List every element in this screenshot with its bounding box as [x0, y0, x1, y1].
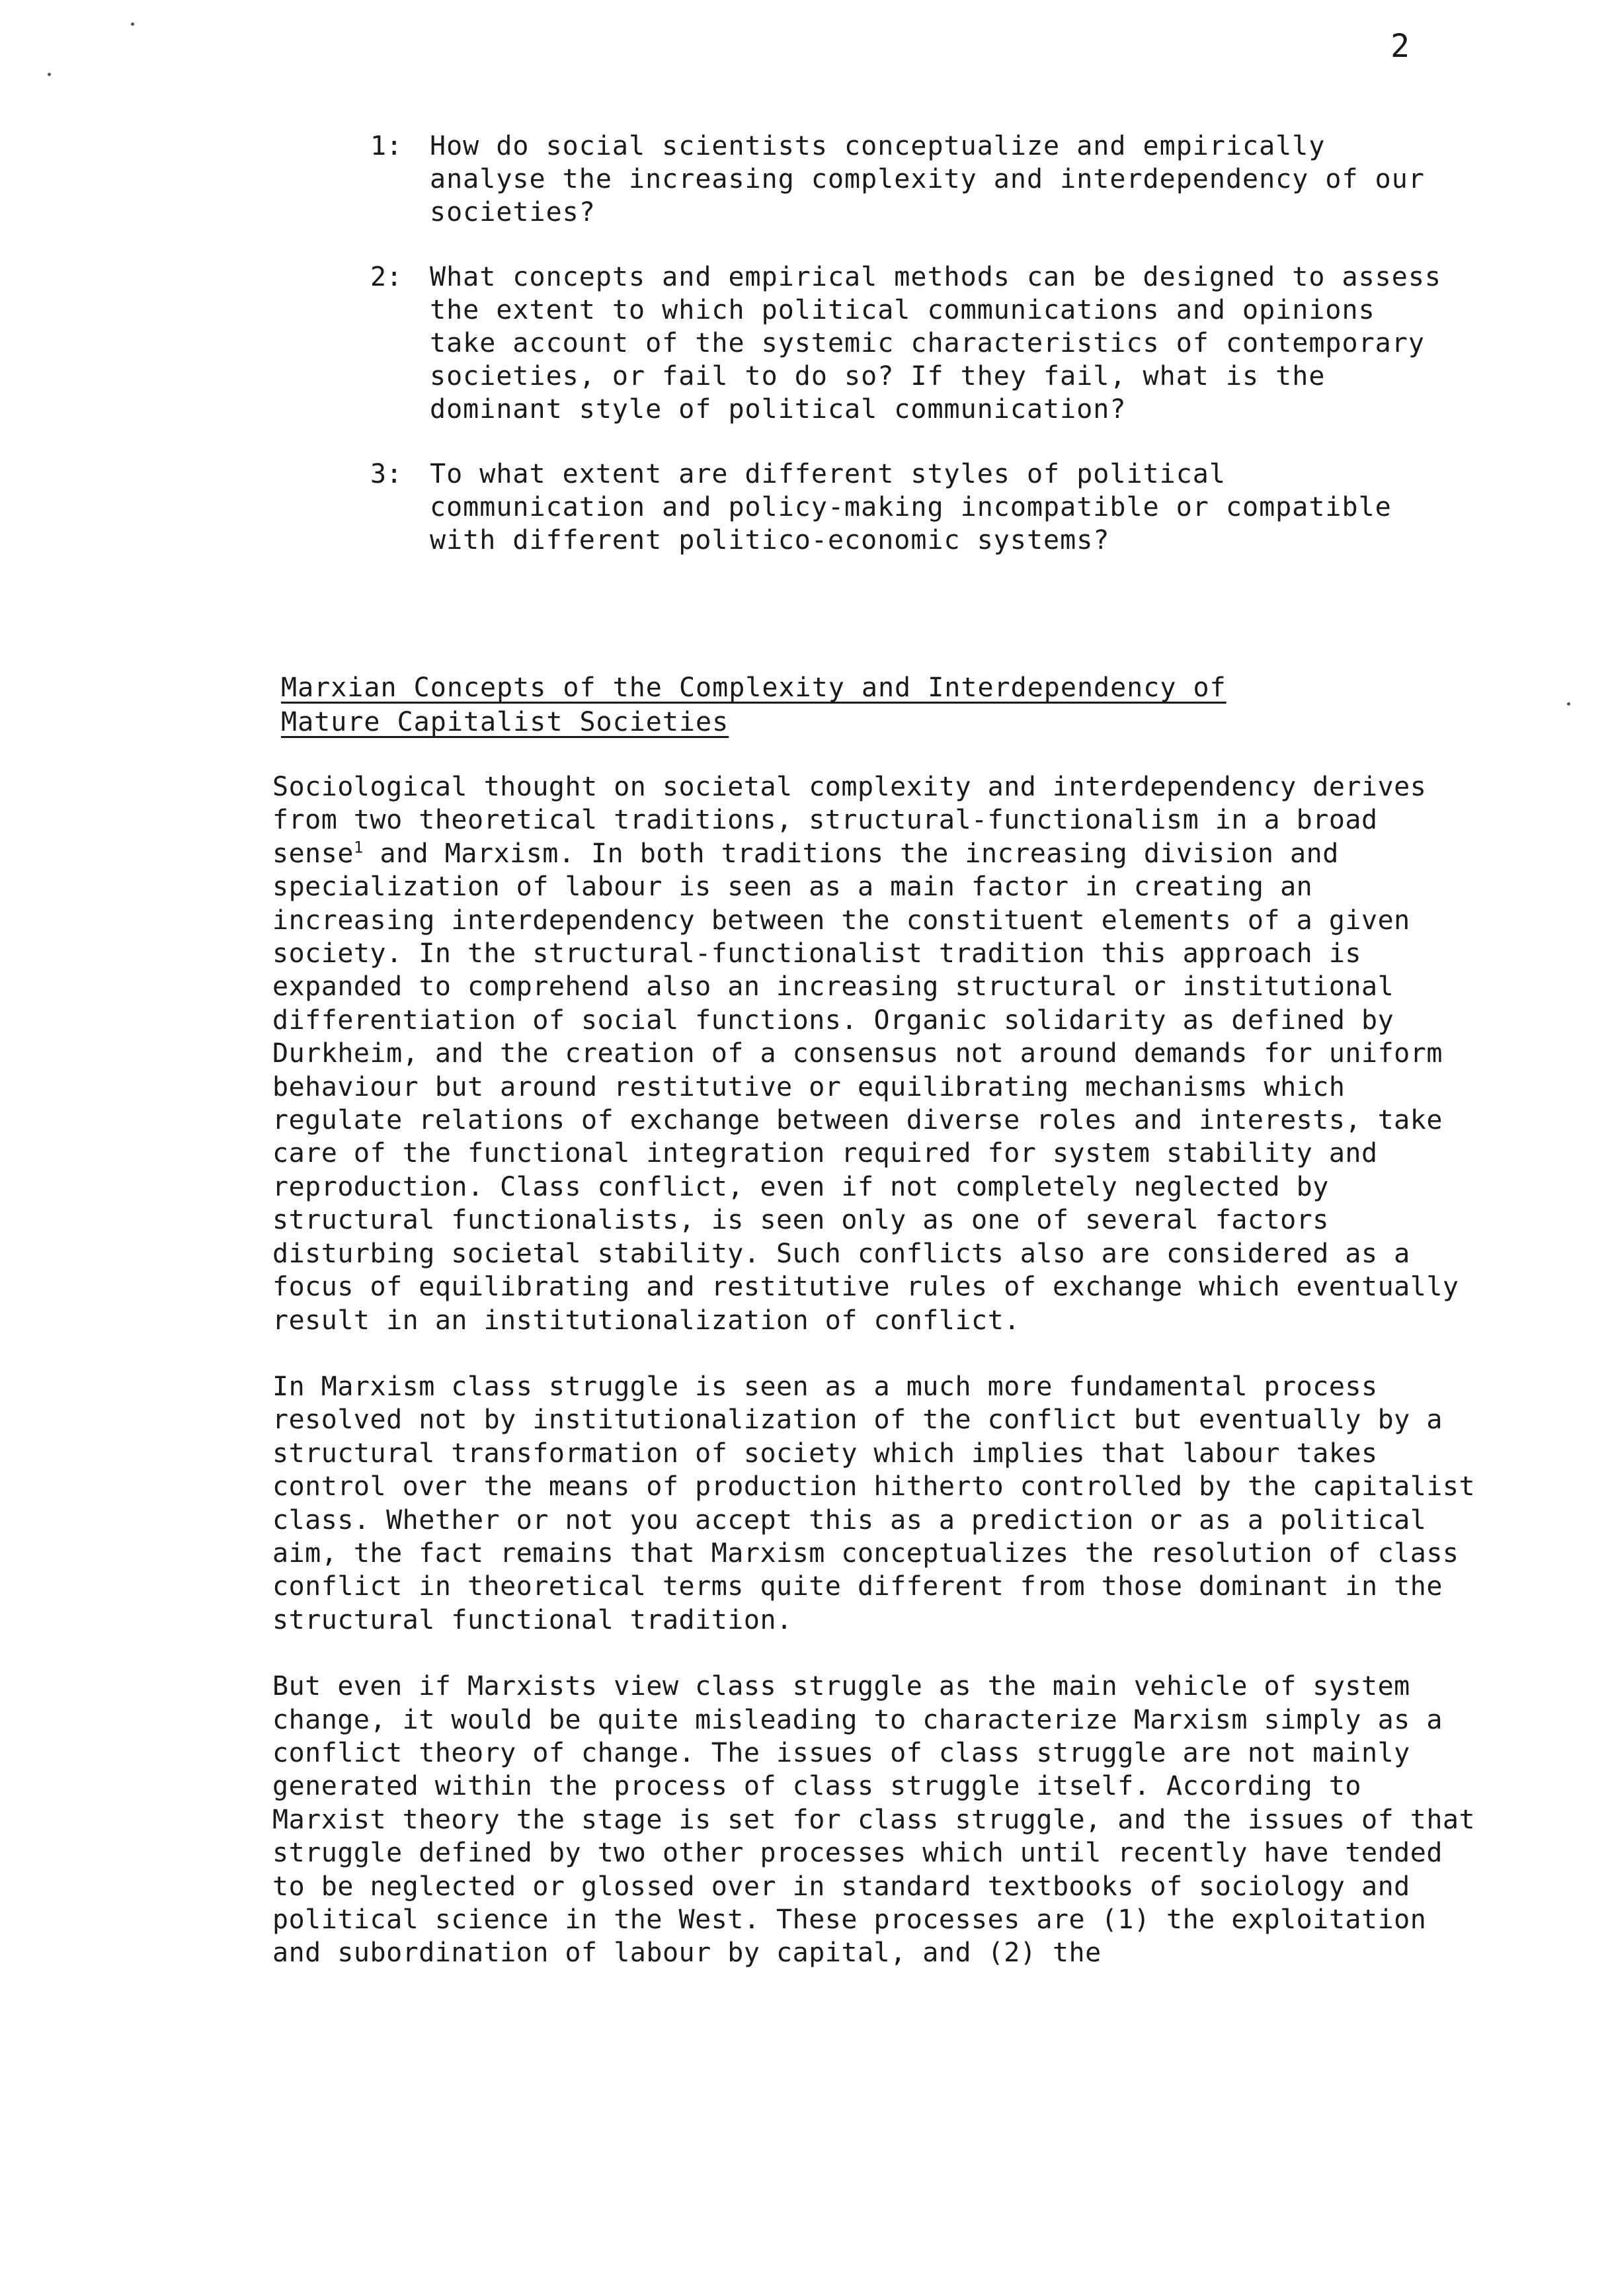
question-number: 2:	[370, 262, 403, 292]
question-item	[370, 261, 1448, 426]
scan-speck	[131, 22, 134, 26]
page-number: 2	[1390, 28, 1410, 65]
footnote-marker: 1	[353, 838, 364, 857]
question-number: 1:	[370, 131, 403, 161]
paragraph-2: In Marxism class struggle is seen as a much more fundamental process resolved not by institutionalization of the conflict but eventually by a structural transformation of society which implies that labour takes control over the means of production hitherto controlled by the capitalist class. Whether or not you accept this as a prediction or as a political aim, the fact remains that Marxism conceptualizes the resolution of class conflict in theoretical terms quite different from those dominant in the structural functional tradition.	[272, 1371, 1492, 1635]
section-heading-text: Marxian Concepts of the Complexity and Interdependency of Mature Capitalist Societies	[281, 673, 1226, 737]
question-text: How do social scientists conceptualize and empirically analyse the increasing complexity and interdependency of our societies?	[430, 131, 1425, 227]
paragraph-1-part-2: and Marxism. In both traditions the increasing division and specialization of labour is seen as a main factor in creating an increasing interdependency between the constituent elements of a given society. In the structural-functionalist tradition this approach is expanded to comprehend also an increasing structural or institutional differentiation of social functions. Organic solidarity as defined by Durkheim, and the creation of a consensus not around demands for uniform behaviour but around restitutive or equilibrating mechanisms which regulate relations of exchange between diverse roles and interests, take care of the functional integration required for system stability and reproduction. Class conflict, even if not completely neglected by structural functionalists, is seen only as one of several factors disturbing societal stability. Such conflicts also are considered as a focus of equilibrating and restitutive rules of exchange which eventually result in an institutionalization of conflict.	[272, 838, 1476, 1336]
body-text	[272, 770, 1492, 2003]
question-item	[370, 458, 1448, 557]
question-text: To what extent are different styles of political communication and policy-making incompatible or compatible with different politico-economic systems?	[430, 459, 1392, 555]
question-item	[370, 130, 1448, 229]
paragraph-3: But even if Marxists view class struggle as the main vehicle of system change, it would be quite misleading to characterize Marxism simply as a conflict theory of change. The issues of class struggle are not mainly generated within the process of class struggle itself. According to Marxist theory the stage is set for class struggle, and the issues of that struggle defined by two other processes which until recently have tended to be neglected or glossed over in standard textbooks of sociology and political science in the West. These processes are (1) the exploitation and subordination of labour by capital, and (2) the	[272, 1671, 1492, 1969]
question-text: What concepts and empirical methods can be designed to assess the extent to which political communications and opinions take account of the systemic characteristics of contemporary societies, or fail to do so? If they fail, what is the dominant style of political communication?	[430, 262, 1442, 425]
scan-speck	[48, 73, 51, 76]
paragraph-1-part-1: Sociological thought on societal complexity and interdependency derives from two theoretical traditions, structural-functionalism in a broad sense	[272, 772, 1443, 869]
section-heading	[281, 671, 1339, 739]
paragraph-1	[272, 770, 1482, 1337]
scan-speck	[1567, 702, 1570, 706]
question-number: 3:	[370, 459, 403, 489]
research-questions	[370, 130, 1448, 589]
